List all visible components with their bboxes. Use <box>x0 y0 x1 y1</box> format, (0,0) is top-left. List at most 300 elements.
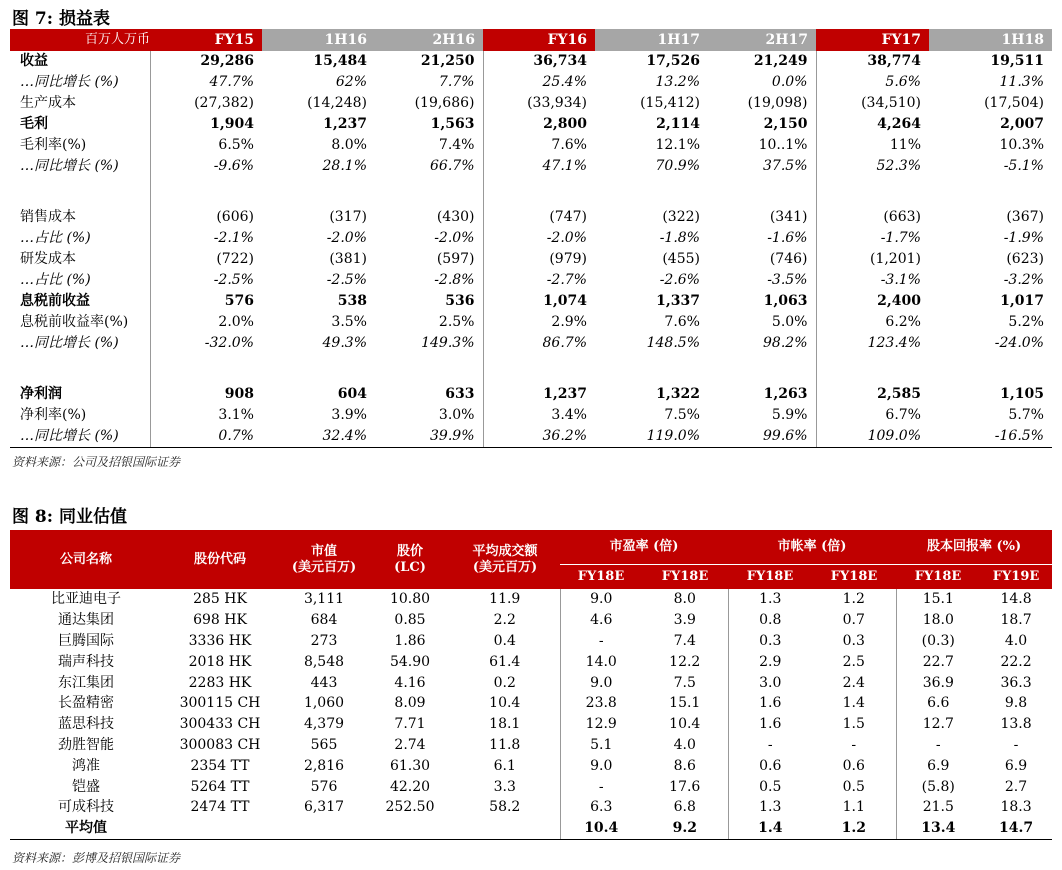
cell-value: 1.1 <box>842 799 865 816</box>
table-row <box>10 93 1052 114</box>
cell-value: (27,382) <box>150 93 262 114</box>
cell-value: -1.9% <box>1003 230 1044 246</box>
fig8-title: 图 8: 同业估值 <box>12 507 127 527</box>
ticker-cell: 2474 TT <box>190 799 250 816</box>
cell-value: 6.2% <box>816 312 929 333</box>
cell-value: 47.1% <box>483 156 595 177</box>
cell-value: 15.1 <box>669 695 701 712</box>
cell-value: 0.3 <box>728 631 812 652</box>
cell-value: 7.7% <box>438 74 475 90</box>
cell-value: 9.0 <box>560 672 642 693</box>
cell-value: 684 <box>310 612 338 629</box>
fig7-title: 图 7: 损益表 <box>12 9 110 29</box>
peer-valuation-table <box>10 530 1052 840</box>
cell-value: -1.7% <box>816 228 929 249</box>
cell-value: 443 <box>310 674 338 691</box>
cell-value: 62% <box>335 74 367 90</box>
cell-value: (606) <box>150 207 262 228</box>
cell-value: 0.4 <box>493 632 516 649</box>
cell-value: 538 <box>337 293 367 309</box>
t1-col-1h16: 1H16 <box>262 29 375 51</box>
cell-value: (722) <box>150 249 262 270</box>
t2-col-roe: 股本回报率 (%) <box>896 530 1052 565</box>
table-row <box>10 270 1052 291</box>
cell-value: (33,934) <box>483 93 595 114</box>
cell-value: 49.3% <box>322 335 367 351</box>
table-row <box>10 714 1052 735</box>
average-value: 9.2 <box>642 818 728 839</box>
cell-value: 148.5% <box>646 335 700 351</box>
cell-value: 0.0% <box>771 74 808 90</box>
company-name: 鸿准 <box>72 757 100 774</box>
t2-header-row-1 <box>10 530 1052 565</box>
cell-value: 2.9 <box>728 651 812 672</box>
cell-value: -9.6% <box>150 156 262 177</box>
t2-sub-pb-fy18e-b: FY18E <box>812 565 896 590</box>
cell-value: 908 <box>150 384 262 405</box>
cell-value: 119.0% <box>595 426 708 448</box>
row-label: 净利润 <box>20 386 62 402</box>
cell-value: 1,074 <box>483 291 595 312</box>
cell-value: 29,286 <box>150 51 262 72</box>
t2-sub-pe-fy18e-b: FY18E <box>642 565 728 590</box>
cell-value: 1.6 <box>728 693 812 714</box>
cell-value: 2,400 <box>816 291 929 312</box>
row-label: 毛利 <box>20 116 48 132</box>
t2-sub-roe-fy18e: FY18E <box>896 565 980 590</box>
ticker-cell: 5264 TT <box>190 778 250 795</box>
cell-value: 3.3 <box>493 778 516 795</box>
cell-value: (15,412) <box>640 95 700 111</box>
table-row <box>10 776 1052 797</box>
cell-value: 32.4% <box>262 426 375 448</box>
cell-value: 2,585 <box>816 384 929 405</box>
cell-value: - <box>560 631 642 652</box>
cell-value: (455) <box>662 251 700 267</box>
ticker-cell: 2354 TT <box>190 757 250 774</box>
table-row <box>10 797 1052 818</box>
cell-value: 13.8 <box>1000 716 1032 733</box>
cell-value: 22.2 <box>1000 653 1032 670</box>
cell-value: 0.85 <box>394 612 426 629</box>
cell-value: 11% <box>816 135 929 156</box>
cell-value: 12.2 <box>669 653 701 670</box>
cell-value: 0.2 <box>493 674 516 691</box>
cell-value: 38,774 <box>816 51 929 72</box>
ticker-cell: 698 HK <box>193 612 247 629</box>
table-row <box>10 51 1052 72</box>
cell-value: 18.3 <box>1000 799 1032 816</box>
average-value: 14.7 <box>980 818 1052 839</box>
company-name: 劲胜智能 <box>58 736 114 753</box>
cell-value: 15,484 <box>313 53 367 69</box>
row-label: …同比增长 (%) <box>20 74 119 90</box>
cell-value: (341) <box>769 209 808 225</box>
cell-value: (5.8) <box>896 776 980 797</box>
cell-value: 21,250 <box>420 53 475 69</box>
cell-value: 0.3 <box>842 632 865 649</box>
t1-col-fy15: FY15 <box>150 29 262 51</box>
cell-value: 6.3 <box>560 797 642 818</box>
cell-value: - <box>728 735 812 756</box>
cell-value: 86.7% <box>483 333 595 354</box>
cell-value: 1,063 <box>763 293 808 309</box>
table-row <box>10 135 1052 156</box>
t1-col-fy16: FY16 <box>483 29 595 51</box>
cell-value: 98.2% <box>763 335 808 351</box>
ticker-cell: 2283 HK <box>188 674 252 691</box>
cell-value: - <box>851 736 857 753</box>
cell-value: 39.9% <box>375 426 483 448</box>
cell-value: 2,150 <box>763 116 808 132</box>
t2-sub-pb-fy18e: FY18E <box>728 565 812 590</box>
empty-cell <box>370 818 450 839</box>
empty-cell <box>450 818 560 839</box>
cell-value: 5.2% <box>1008 314 1044 330</box>
table-row <box>10 249 1052 270</box>
cell-value: 536 <box>445 293 475 309</box>
cell-value: 0.8 <box>728 610 812 631</box>
cell-value: -3.5% <box>767 272 808 288</box>
cell-value: 1,060 <box>303 695 345 712</box>
row-label: 研发成本 <box>20 251 76 267</box>
cell-value: 19,511 <box>990 53 1044 69</box>
cell-value: -16.5% <box>929 426 1052 448</box>
t2-col-mktcap: 市值 (美元百万) <box>278 530 370 589</box>
cell-value: -3.2% <box>1003 272 1044 288</box>
cell-value: (34,510) <box>816 93 929 114</box>
table-row <box>10 589 1052 610</box>
cell-value: 4,264 <box>816 114 929 135</box>
fig8-source: 资料来源：彭博及招银国际证券 <box>12 851 181 865</box>
cell-value: -24.0% <box>994 335 1044 351</box>
cell-value: (623) <box>1006 251 1044 267</box>
cell-value: 1,904 <box>150 114 262 135</box>
table-row <box>10 333 1052 354</box>
cell-value: - <box>1013 736 1019 753</box>
cell-value: 36.3 <box>1000 674 1032 691</box>
fig7-source: 资料来源：公司及招银国际证券 <box>12 455 181 469</box>
cell-value: 36.2% <box>483 426 595 448</box>
cell-value: 3.9 <box>673 612 696 629</box>
cell-value: 1.6 <box>728 714 812 735</box>
cell-value: 0.6 <box>842 757 865 774</box>
cell-value: (1,201) <box>816 249 929 270</box>
ticker-cell: 300083 CH <box>179 736 261 753</box>
cell-value: 1.3 <box>728 589 812 610</box>
cell-value: 3.5% <box>331 314 367 330</box>
cell-value: (367) <box>1006 209 1044 225</box>
average-label: 平均值 <box>10 818 162 839</box>
average-value: 13.4 <box>896 818 980 839</box>
cell-value: 2.7 <box>1004 778 1028 795</box>
cell-value: 22.7 <box>896 651 980 672</box>
t1-col-1h17: 1H17 <box>595 29 708 51</box>
cell-value: 12.1% <box>655 137 700 153</box>
table-row <box>10 405 1052 426</box>
cell-value: 1,322 <box>656 386 700 402</box>
cell-value: 14.0 <box>560 651 642 672</box>
row-label: …同比增长 (%) <box>20 335 119 351</box>
cell-value: 10..1% <box>758 137 808 153</box>
company-name: 东江集团 <box>58 674 114 691</box>
cell-value: (430) <box>436 209 475 225</box>
cell-value: 12.7 <box>896 714 980 735</box>
cell-value: 1,563 <box>430 116 475 132</box>
company-name: 巨腾国际 <box>58 632 114 649</box>
cell-value: -2.5% <box>326 272 367 288</box>
row-label: …占比 (%) <box>20 230 91 246</box>
cell-value: 14.8 <box>1000 591 1032 608</box>
table-row <box>10 631 1052 652</box>
cell-value: 6.5% <box>150 135 262 156</box>
cell-value: 36,734 <box>483 51 595 72</box>
cell-value: -5.1% <box>1003 158 1044 174</box>
empty-cell <box>162 818 278 839</box>
ticker-cell: 285 HK <box>193 591 247 608</box>
cell-value: -3.1% <box>816 270 929 291</box>
cell-value: 42.20 <box>389 778 431 795</box>
cell-value: 25.4% <box>483 72 595 93</box>
ticker-cell: 300433 CH <box>179 716 261 733</box>
cell-value: 2.74 <box>394 736 426 753</box>
cell-value: -1.6% <box>767 230 808 246</box>
t1-col-2h17: 2H17 <box>708 29 816 51</box>
cell-value: 1.5 <box>842 716 865 733</box>
table-row <box>10 384 1052 405</box>
cell-value: 633 <box>445 386 475 402</box>
cell-value: 7.5% <box>664 407 700 423</box>
cell-value: 8.0% <box>331 137 367 153</box>
cell-value: 1,017 <box>1000 293 1044 309</box>
cell-value: 21,249 <box>753 53 808 69</box>
table-row <box>10 312 1052 333</box>
row-label: 毛利率(%) <box>20 137 87 153</box>
cell-value: 3.9% <box>331 407 367 423</box>
cell-value: (0.3) <box>896 631 980 652</box>
cell-value: -2.1% <box>150 228 262 249</box>
row-label: 收益 <box>20 53 48 69</box>
t1-col-2h16: 2H16 <box>375 29 483 51</box>
cell-value: 4.0 <box>673 736 696 753</box>
cell-value: 2,800 <box>483 114 595 135</box>
cell-value: (17,504) <box>984 95 1044 111</box>
cell-value: 2.5% <box>438 314 475 330</box>
t1-header-label: 百万人万币 <box>10 29 150 51</box>
cell-value: 7.6% <box>664 314 700 330</box>
cell-value: 5.1 <box>560 735 642 756</box>
table-row <box>10 693 1052 714</box>
cell-value: 15.1 <box>896 589 980 610</box>
cell-value: 6.7% <box>816 405 929 426</box>
cell-value: (317) <box>329 209 367 225</box>
cell-value: 1,237 <box>483 384 595 405</box>
cell-value: -2.8% <box>434 272 475 288</box>
table-row <box>10 426 1052 448</box>
cell-value: 5.9% <box>771 407 808 423</box>
cell-value: 4,379 <box>303 716 345 733</box>
cell-value: (19,098) <box>747 95 808 111</box>
row-label: …同比增长 (%) <box>10 426 150 448</box>
table-row <box>10 755 1052 776</box>
cell-value: 2,007 <box>1000 116 1044 132</box>
table-row <box>10 156 1052 177</box>
cell-value: 12.9 <box>560 714 642 735</box>
cell-value: 4.0 <box>1004 632 1028 649</box>
cell-value: 61.30 <box>389 757 431 774</box>
cell-value: 21.5 <box>896 797 980 818</box>
cell-value: 7.6% <box>483 135 595 156</box>
cell-value: 1,237 <box>323 116 367 132</box>
company-name: 比亚迪电子 <box>51 591 121 608</box>
cell-value: (322) <box>662 209 700 225</box>
cell-value: 66.7% <box>430 158 475 174</box>
t2-col-pe: 市盈率 (倍) <box>560 530 728 565</box>
row-label: …同比增长 (%) <box>20 158 119 174</box>
cell-value: -1.8% <box>659 230 700 246</box>
cell-value: (14,248) <box>307 95 367 111</box>
t2-col-ticker: 股份代码 <box>162 530 278 589</box>
t2-sub-pe-fy18e: FY18E <box>560 565 642 590</box>
cell-value: 28.1% <box>322 158 367 174</box>
cell-value: 565 <box>310 736 338 753</box>
t2-col-turnover: 平均成交额 (美元百万) <box>450 530 560 589</box>
cell-value: (597) <box>436 251 475 267</box>
row-label: 息税前收益 <box>20 293 90 309</box>
cell-value: -2.0% <box>483 228 595 249</box>
table-row <box>10 672 1052 693</box>
table-row <box>10 610 1052 631</box>
t2-col-company: 公司名称 <box>10 530 162 589</box>
cell-value: 17.6 <box>669 778 701 795</box>
cell-value: 9.8 <box>1004 695 1028 712</box>
row-label: 销售成本 <box>20 209 76 225</box>
ticker-cell: 2018 HK <box>188 653 252 670</box>
ticker-cell: 3336 HK <box>188 632 252 649</box>
cell-value: 8,548 <box>303 653 345 670</box>
cell-value: -2.6% <box>659 272 700 288</box>
t2-col-pb: 市帐率 (倍) <box>728 530 896 565</box>
cell-value: (663) <box>816 207 929 228</box>
cell-value: 7.71 <box>394 716 426 733</box>
t2-sub-roe-fy19e: FY19E <box>980 565 1052 590</box>
cell-value: 576 <box>310 778 338 795</box>
income-statement-table <box>10 29 1052 448</box>
cell-value: -32.0% <box>150 333 262 354</box>
t2-col-price: 股价 (LC) <box>370 530 450 589</box>
cell-value: -2.0% <box>326 230 367 246</box>
cell-value: 6,317 <box>303 799 345 816</box>
cell-value: 1,105 <box>1000 386 1044 402</box>
cell-value: (19,686) <box>414 95 475 111</box>
cell-value: 7.4% <box>438 137 475 153</box>
cell-value: 36.9 <box>896 672 980 693</box>
cell-value: 13.2% <box>655 74 700 90</box>
cell-value: 3.0 <box>728 672 812 693</box>
cell-value: 0.5 <box>842 778 865 795</box>
cell-value: 58.2 <box>489 799 521 816</box>
cell-value: 18.0 <box>896 610 980 631</box>
table-row <box>10 291 1052 312</box>
cell-value: 1,337 <box>656 293 700 309</box>
table-row <box>10 228 1052 249</box>
cell-value: 7.4 <box>673 632 696 649</box>
company-name: 铠盛 <box>72 778 100 795</box>
t1-col-1h18: 1H18 <box>929 29 1052 51</box>
table-row <box>10 651 1052 672</box>
row-label: 生产成本 <box>20 95 76 111</box>
cell-value: 8.6 <box>673 757 696 774</box>
average-row <box>10 818 1052 839</box>
cell-value: 3,111 <box>303 591 345 608</box>
cell-value: 18.7 <box>1000 612 1032 629</box>
table-row <box>10 735 1052 756</box>
average-value: 10.4 <box>560 818 642 839</box>
cell-value: 2.0% <box>150 312 262 333</box>
cell-value: 2,114 <box>656 116 700 132</box>
cell-value: 0.7% <box>150 426 262 448</box>
average-value: 1.4 <box>728 818 812 839</box>
cell-value: 8.09 <box>394 695 426 712</box>
cell-value: 5.7% <box>1008 407 1044 423</box>
cell-value: -2.5% <box>150 270 262 291</box>
t1-header-row <box>10 29 1052 51</box>
cell-value: (979) <box>483 249 595 270</box>
cell-value: 2.5 <box>842 653 865 670</box>
cell-value: 4.6 <box>560 610 642 631</box>
cell-value: 10.80 <box>389 591 431 608</box>
cell-value: 17,526 <box>646 53 700 69</box>
cell-value: 0.5 <box>728 776 812 797</box>
cell-value: 11.8 <box>489 736 521 753</box>
cell-value: 252.50 <box>385 799 435 816</box>
cell-value: 6.9 <box>1004 757 1028 774</box>
cell-value: 23.8 <box>560 693 642 714</box>
cell-value: -2.0% <box>434 230 475 246</box>
cell-value: 3.1% <box>150 405 262 426</box>
row-label: 净利率(%) <box>20 407 87 423</box>
cell-value: 2.9% <box>483 312 595 333</box>
cell-value: 99.6% <box>708 426 816 448</box>
average-value: 1.2 <box>812 818 896 839</box>
company-name: 长盈精密 <box>58 695 114 712</box>
cell-value: 9.0 <box>560 755 642 776</box>
cell-value: 1,263 <box>763 386 808 402</box>
cell-value: 6.9 <box>896 755 980 776</box>
cell-value: 3.0% <box>438 407 475 423</box>
ticker-cell: 300115 CH <box>179 695 261 712</box>
cell-value: 9.0 <box>560 589 642 610</box>
cell-value: 109.0% <box>816 426 929 448</box>
cell-value: 149.3% <box>421 335 475 351</box>
cell-value: 576 <box>150 291 262 312</box>
cell-value: 54.90 <box>389 653 431 670</box>
cell-value: 10.4 <box>669 716 701 733</box>
cell-value: 6.1 <box>493 757 516 774</box>
table-row <box>10 114 1052 135</box>
cell-value: 2,816 <box>303 757 345 774</box>
cell-value: 18.1 <box>489 716 521 733</box>
cell-value: (381) <box>329 251 367 267</box>
cell-value: 61.4 <box>489 653 521 670</box>
cell-value: 5.0% <box>771 314 808 330</box>
cell-value: -2.7% <box>483 270 595 291</box>
table-row <box>10 72 1052 93</box>
table-row <box>10 207 1052 228</box>
t1-col-fy17: FY17 <box>816 29 929 51</box>
cell-value: (746) <box>769 251 808 267</box>
cell-value: 10.3% <box>999 137 1044 153</box>
